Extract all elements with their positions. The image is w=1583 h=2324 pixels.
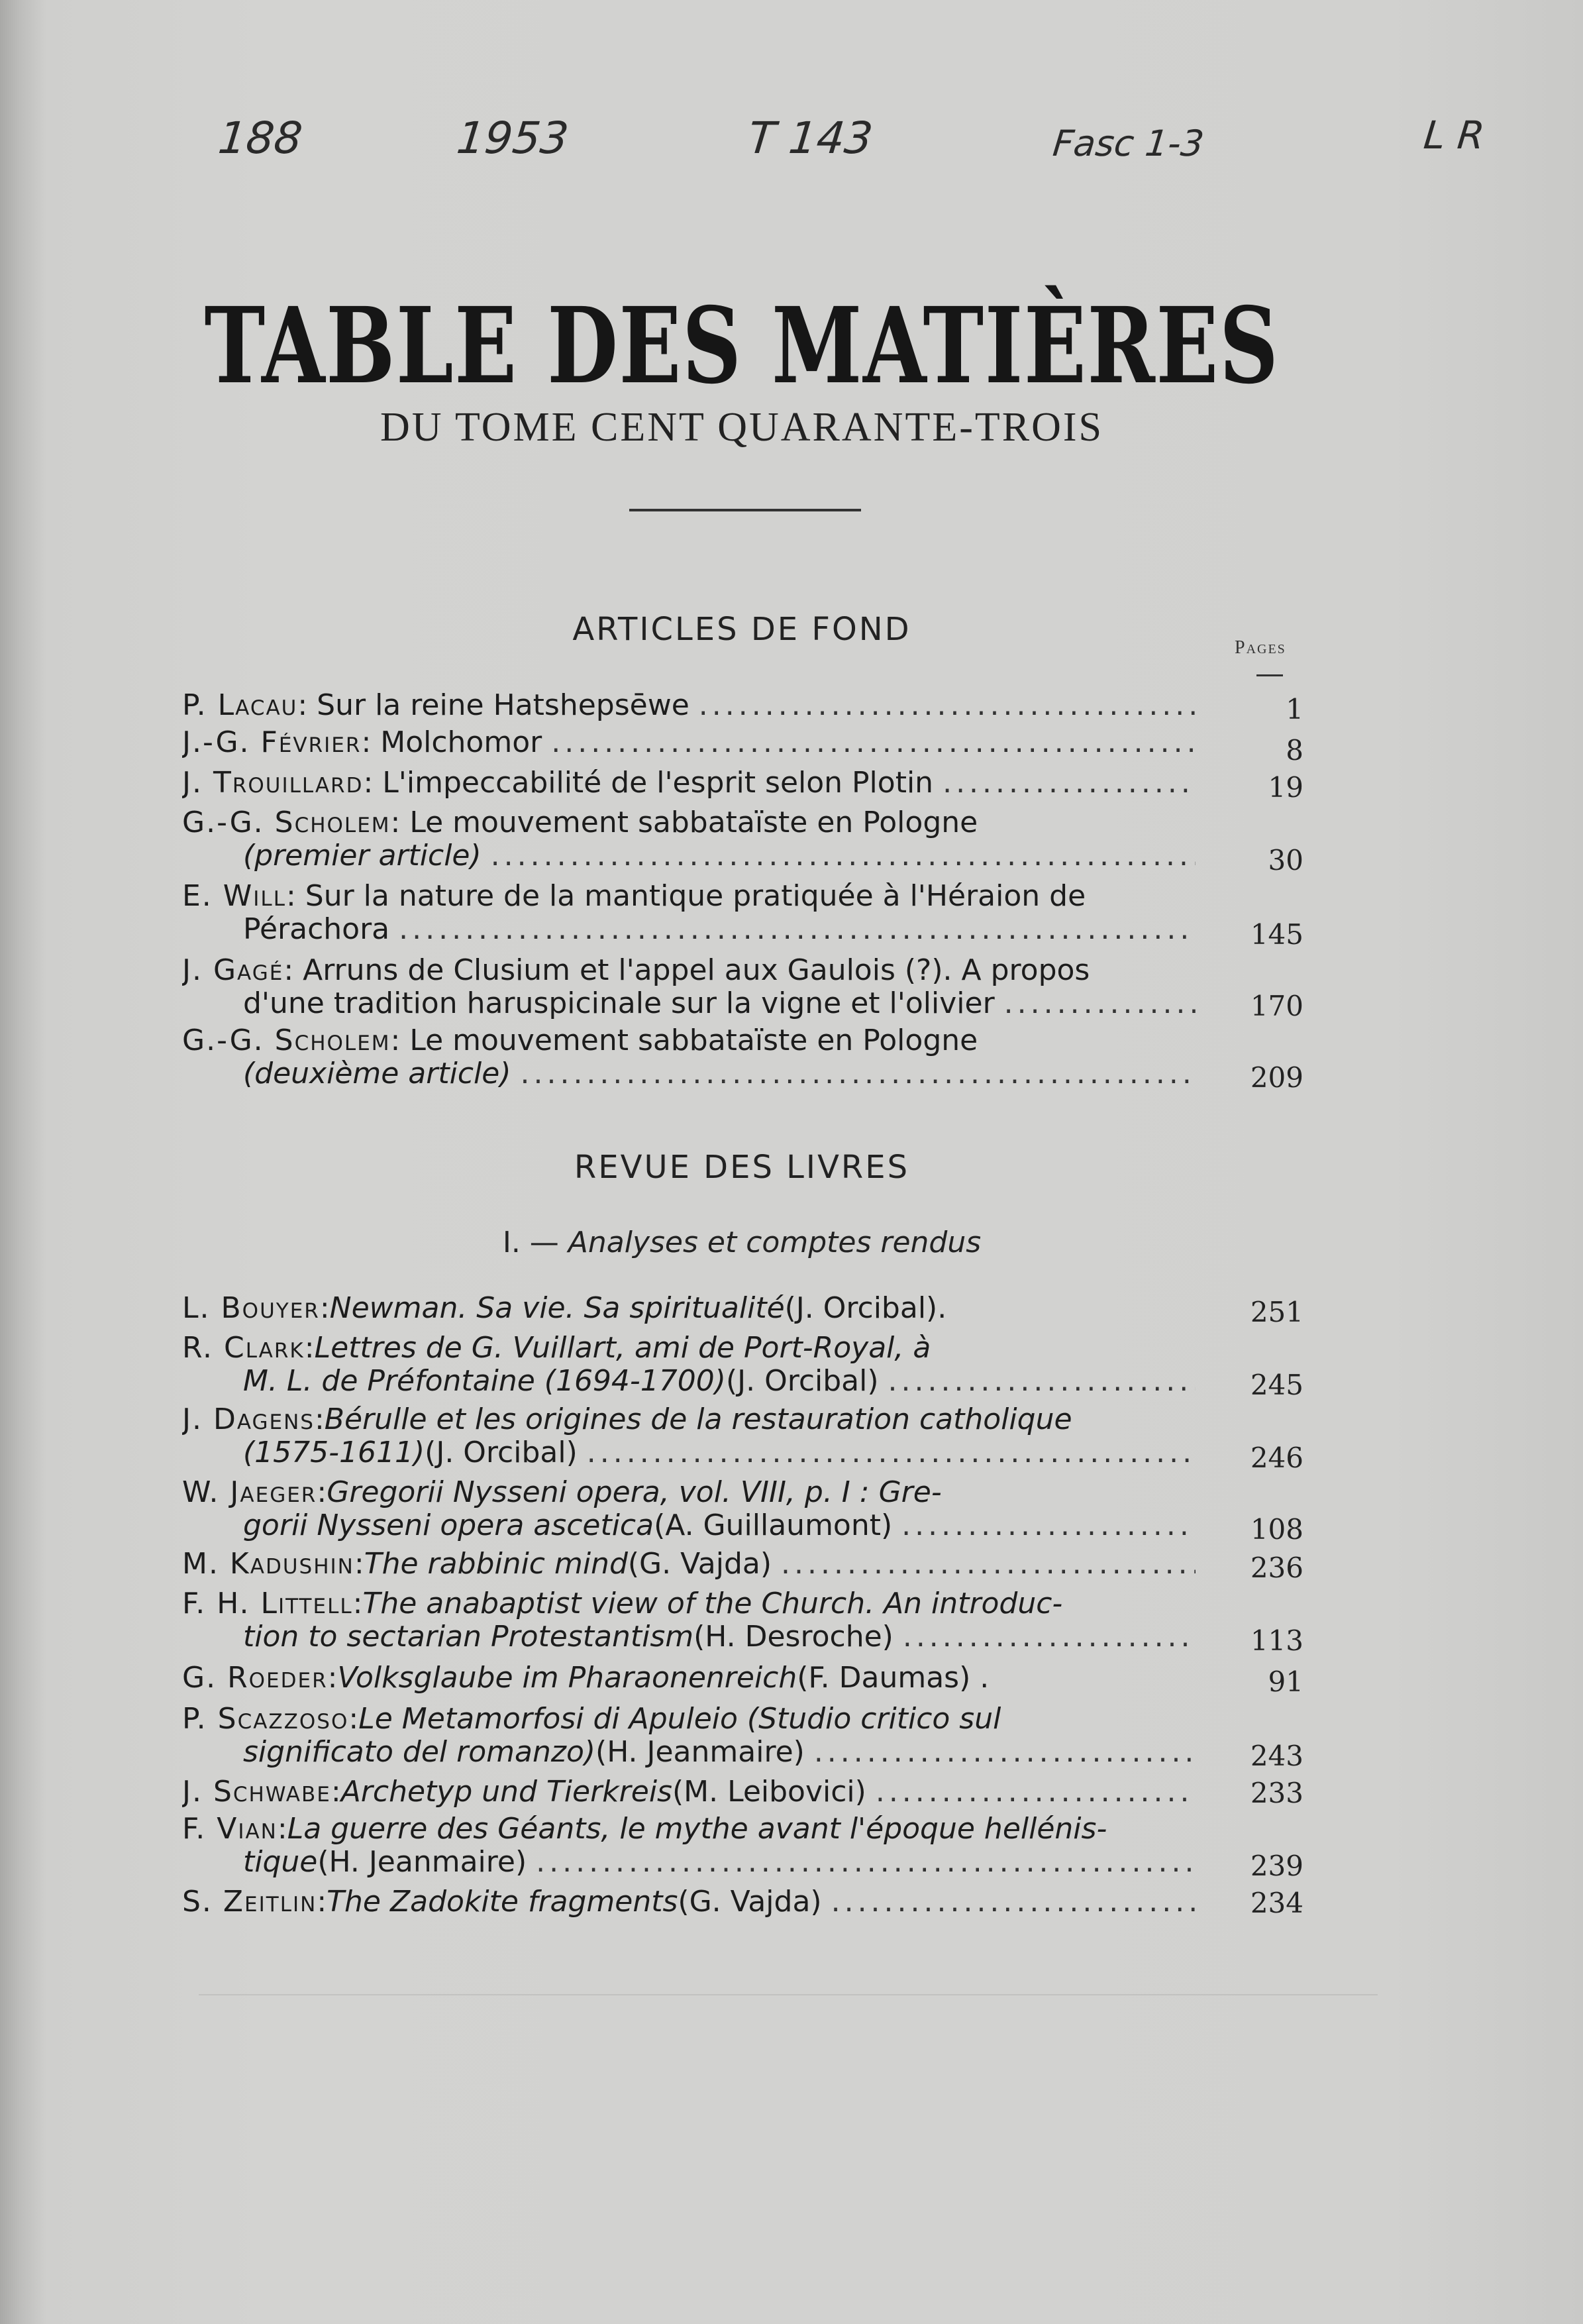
book-page: 245 (1250, 1369, 1303, 1401)
book-entry (182, 1332, 1196, 1398)
article-title: : Sur la nature de la mantique pratiquée à l'Héraion de (285, 880, 1086, 913)
book-author: L. Bouyer (182, 1292, 320, 1325)
article-author: J.-G. Février (182, 726, 362, 759)
article-page: 8 (1286, 734, 1303, 766)
bleed-through-rule (199, 1994, 1378, 1995)
book-entry (182, 1403, 1196, 1469)
book-title-cont: significato del romanzo) (243, 1736, 596, 1769)
book-author: G. Roeder (182, 1662, 328, 1695)
book-title-cont: tique (243, 1846, 318, 1879)
book-separator: : (352, 1587, 363, 1620)
book-separator: : (348, 1703, 359, 1736)
book-page: 91 (1268, 1665, 1303, 1698)
section-revue-heading: REVUE DES LIVRES (574, 1149, 910, 1186)
article-title-cont: (premier article) (243, 839, 482, 872)
handwritten-tome: T 143 (745, 113, 876, 164)
book-title: Gregorii Nysseni opera, vol. VIII, p. I : Gre- (327, 1476, 942, 1509)
book-title-cont: (1575-1611) (243, 1436, 425, 1469)
book-title: Newman. Sa vie. Sa spiritualité (329, 1292, 785, 1325)
article-page: 19 (1268, 771, 1303, 804)
article-title-cont: d'une tradition haruspicinale sur la vigne et l'olivier (243, 987, 995, 1020)
article-entry (182, 689, 1196, 722)
book-separator: : (317, 1885, 327, 1919)
pages-column-label: Pages (1235, 637, 1286, 658)
page-subtitle: DU TOME CENT QUARANTE-TROIS (380, 405, 1103, 450)
book-title-cont: tion to sectarian Protestantism (243, 1620, 694, 1654)
article-author: G.-G. Scholem (182, 806, 391, 839)
article-title: : Le mouvement sabbataïste en Pologne (390, 806, 978, 839)
book-title: The anabaptist view of the Church. An introduc- (362, 1587, 1063, 1620)
book-entry (182, 1292, 1196, 1325)
book-author: F. H. Littell (182, 1587, 353, 1620)
book-separator: : (277, 1813, 287, 1846)
article-author: J. Trouillard (182, 766, 364, 800)
book-entry (182, 1587, 1196, 1654)
book-page: 243 (1250, 1740, 1303, 1772)
book-separator: : (331, 1775, 341, 1809)
book-title-cont: gorii Nysseni opera ascetica (243, 1509, 654, 1542)
book-separator: : (314, 1403, 325, 1436)
book-page: 113 (1250, 1624, 1303, 1657)
article-author: G.-G. Scholem (182, 1024, 391, 1057)
book-page: 236 (1250, 1552, 1303, 1584)
book-entry (182, 1662, 1196, 1695)
article-entry (182, 1024, 1196, 1090)
article-page: 170 (1250, 990, 1303, 1022)
book-separator: : (317, 1476, 327, 1509)
book-reviewer: (J. Orcibal). (784, 1292, 947, 1325)
subsection-title: Analyses et comptes rendus (568, 1226, 982, 1259)
book-separator: : (327, 1662, 338, 1695)
book-reviewer: (H. Jeanmaire) (317, 1846, 527, 1879)
article-entry (182, 954, 1196, 1020)
article-entry (182, 806, 1196, 872)
book-separator: : (319, 1292, 330, 1325)
handwritten-initials: L R (1421, 113, 1487, 158)
article-page: 209 (1250, 1061, 1303, 1094)
book-page: 239 (1250, 1850, 1303, 1882)
book-separator: : (354, 1548, 364, 1581)
book-title: The Zadokite fragments (327, 1885, 678, 1919)
book-author: R. Clark (182, 1332, 305, 1365)
article-author: E. Will (182, 880, 286, 913)
book-author: S. Zeitlin (182, 1885, 317, 1919)
book-title: Bérulle et les origines de la restauration catholique (324, 1403, 1072, 1436)
book-title: Archetyp und Tierkreis (340, 1775, 672, 1809)
book-page: 246 (1250, 1442, 1303, 1474)
book-reviewer: (H. Desroche) (693, 1620, 894, 1654)
book-author: M. Kadushin (182, 1548, 354, 1581)
book-page: 108 (1250, 1513, 1303, 1546)
handwritten-year: 1953 (454, 113, 572, 164)
article-title: : Molchomor (361, 726, 542, 759)
book-title: La guerre des Géants, le mythe avant l'époque hellénis- (287, 1813, 1107, 1846)
book-reviewer: (G. Vajda) (627, 1548, 772, 1581)
article-title: : Sur la reine Hatshepsēwe (297, 689, 689, 722)
book-reviewer: (A. Guillaumont) (654, 1509, 893, 1542)
book-author: P. Scazzoso (182, 1703, 349, 1736)
book-separator: : (304, 1332, 315, 1365)
article-author: P. Lacau (182, 689, 298, 722)
article-entry (182, 766, 1196, 800)
book-reviewer: (G. Vajda) (678, 1885, 822, 1919)
article-title: : Le mouvement sabbataïste en Pologne (390, 1024, 978, 1057)
pages-dash (1256, 674, 1283, 676)
book-entry (182, 1885, 1196, 1919)
book-title: Volksglaube im Pharaonenreich (337, 1662, 797, 1695)
book-author: J. Dagens (182, 1403, 315, 1436)
handwritten-fascicle: Fasc 1-3 (1050, 123, 1206, 164)
article-title: : L'impeccabilité de l'esprit selon Plotin (363, 766, 934, 800)
book-entry (182, 1476, 1196, 1542)
article-title: : Arruns de Clusium et l'appel aux Gaulois (?). A propos (283, 954, 1090, 987)
book-author: W. Jaeger (182, 1476, 317, 1509)
book-entry (182, 1703, 1196, 1769)
book-reviewer: (H. Jeanmaire) (595, 1736, 805, 1769)
book-title: The rabbinic mind (364, 1548, 628, 1581)
book-reviewer: (M. Leibovici) (672, 1775, 866, 1809)
book-page: 233 (1250, 1777, 1303, 1809)
book-page: 234 (1250, 1887, 1303, 1919)
book-entry (182, 1548, 1196, 1581)
book-entry (182, 1813, 1196, 1879)
book-title: Lettres de G. Vuillart, ami de Port-Royal, à (314, 1332, 931, 1365)
book-page: 251 (1250, 1296, 1303, 1328)
subsection-analyses-heading (0, 1226, 1484, 1259)
article-entry (182, 726, 1196, 759)
article-page: 1 (1286, 693, 1303, 725)
article-title-cont: Pérachora (243, 913, 390, 946)
book-author: F. Vian (182, 1813, 278, 1846)
article-author: J. Gagé (182, 954, 284, 987)
book-reviewer: (F. Daumas) . (797, 1662, 990, 1695)
book-reviewer: (J. Orcibal) (725, 1365, 879, 1398)
book-title-cont: M. L. de Préfontaine (1694-1700) (243, 1365, 726, 1398)
article-entry (182, 880, 1196, 946)
book-title: Le Metamorfosi di Apuleio (Studio critico sul (358, 1703, 1001, 1736)
section-articles-heading: ARTICLES DE FOND (572, 611, 911, 648)
article-title-cont: (deuxième article) (243, 1057, 511, 1090)
page-title: TABLE DES MATIÈRES (204, 285, 1280, 407)
handwritten-number: 188 (215, 113, 305, 164)
book-author: J. Schwabe (182, 1775, 331, 1809)
subsection-number: I. — (502, 1226, 559, 1259)
article-page: 145 (1250, 918, 1303, 951)
book-reviewer: (J. Orcibal) (425, 1436, 578, 1469)
book-entry (182, 1775, 1196, 1809)
article-page: 30 (1268, 844, 1303, 876)
title-divider (629, 509, 861, 511)
